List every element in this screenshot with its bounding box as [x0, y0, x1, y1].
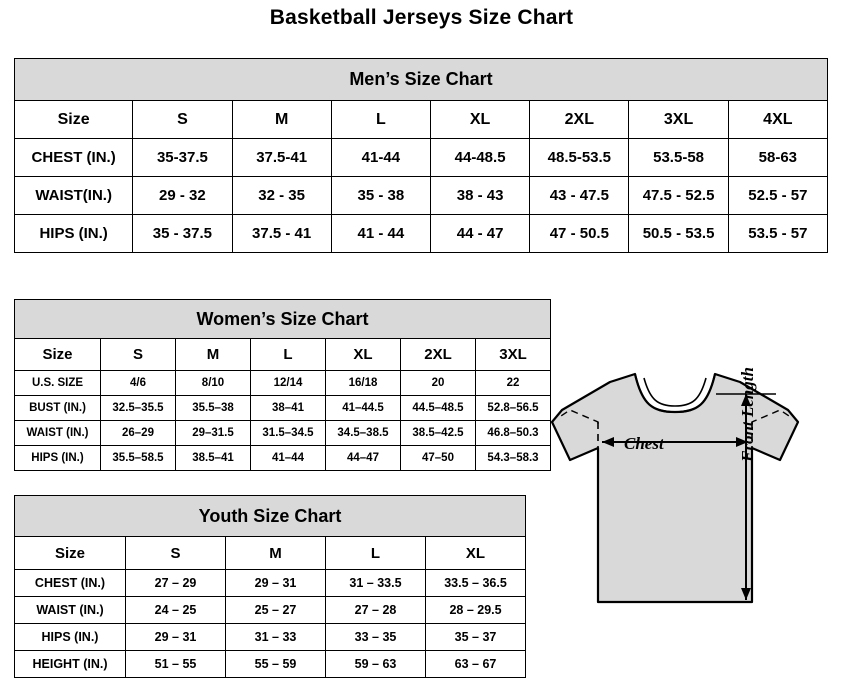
mens-hips-l: 41 - 44: [331, 215, 430, 253]
youth-chest-xl: 33.5 – 36.5: [426, 570, 526, 597]
youth-height-xl: 63 – 67: [426, 651, 526, 678]
womens-hips-2xl: 47–50: [401, 446, 476, 471]
youth-hips-m: 31 – 33: [226, 624, 326, 651]
mens-chest-2xl: 48.5-53.5: [530, 139, 629, 177]
mens-chest-l: 41-44: [331, 139, 430, 177]
youth-row-label-hips: HIPS (IN.): [15, 624, 126, 651]
mens-header-xl: XL: [430, 101, 529, 139]
youth-size-chart-table: [14, 495, 526, 678]
youth-hips-xl: 35 – 37: [426, 624, 526, 651]
womens-header-m: M: [176, 339, 251, 371]
womens-waist-l: 31.5–34.5: [251, 421, 326, 446]
youth-height-l: 59 – 63: [326, 651, 426, 678]
youth-header-xl: XL: [426, 537, 526, 570]
mens-waist-m: 32 - 35: [232, 177, 331, 215]
mens-header-l: L: [331, 101, 430, 139]
womens-hips-3xl: 54.3–58.3: [476, 446, 551, 471]
womens-us-size-l: 12/14: [251, 371, 326, 396]
womens-row-label-hips: HIPS (IN.): [15, 446, 101, 471]
womens-hips-xl: 44–47: [326, 446, 401, 471]
youth-header-l: L: [326, 537, 426, 570]
mens-hips-3xl: 50.5 - 53.5: [629, 215, 728, 253]
jersey-measurement-diagram: [540, 352, 840, 672]
mens-chest-xl: 44-48.5: [430, 139, 529, 177]
mens-chest-m: 37.5-41: [232, 139, 331, 177]
youth-waist-s: 24 – 25: [126, 597, 226, 624]
mens-header-3xl: 3XL: [629, 101, 728, 139]
womens-bust-xl: 41–44.5: [326, 396, 401, 421]
youth-header-s: S: [126, 537, 226, 570]
mens-hips-m: 37.5 - 41: [232, 215, 331, 253]
mens-header-m: M: [232, 101, 331, 139]
youth-size-chart-section: [14, 495, 525, 678]
page-title: Basketball Jerseys Size Chart: [269, 6, 574, 29]
table-row: [15, 624, 526, 651]
mens-hips-2xl: 47 - 50.5: [530, 215, 629, 253]
mens-header-s: S: [133, 101, 232, 139]
youth-hips-s: 29 – 31: [126, 624, 226, 651]
womens-waist-2xl: 38.5–42.5: [401, 421, 476, 446]
womens-waist-m: 29–31.5: [176, 421, 251, 446]
womens-us-size-m: 8/10: [176, 371, 251, 396]
womens-us-size-s: 4/6: [101, 371, 176, 396]
front-length-measure-label: Front Length: [738, 367, 757, 462]
youth-height-m: 55 – 59: [226, 651, 326, 678]
mens-header-2xl: 2XL: [530, 101, 629, 139]
womens-header-xl: XL: [326, 339, 401, 371]
table-row: [15, 421, 551, 446]
womens-bust-m: 35.5–38: [176, 396, 251, 421]
mens-row-label-waist: WAIST(IN.): [15, 177, 133, 215]
youth-row-label-height: HEIGHT (IN.): [15, 651, 126, 678]
mens-size-chart-section: [14, 58, 828, 253]
table-row: [15, 651, 526, 678]
womens-header-l: L: [251, 339, 326, 371]
womens-header-s: S: [101, 339, 176, 371]
table-row: [15, 446, 551, 471]
table-row: [15, 371, 551, 396]
chest-measure-label: Chest: [624, 434, 664, 453]
womens-size-chart-table: [14, 299, 551, 471]
womens-waist-xl: 34.5–38.5: [326, 421, 401, 446]
youth-chest-m: 29 – 31: [226, 570, 326, 597]
mens-header-size: Size: [15, 101, 133, 139]
table-row: [15, 139, 828, 177]
youth-height-s: 51 – 55: [126, 651, 226, 678]
womens-hips-s: 35.5–58.5: [101, 446, 176, 471]
womens-waist-3xl: 46.8–50.3: [476, 421, 551, 446]
table-row: [15, 215, 828, 253]
youth-row-label-chest: CHEST (IN.): [15, 570, 126, 597]
jersey-outline-icon: [540, 352, 840, 672]
womens-us-size-2xl: 20: [401, 371, 476, 396]
womens-us-size-3xl: 22: [476, 371, 551, 396]
womens-size-chart-section: [14, 299, 550, 471]
womens-bust-s: 32.5–35.5: [101, 396, 176, 421]
womens-us-size-xl: 16/18: [326, 371, 401, 396]
youth-row-label-waist: WAIST (IN.): [15, 597, 126, 624]
womens-header-2xl: 2XL: [401, 339, 476, 371]
youth-waist-l: 27 – 28: [326, 597, 426, 624]
mens-header-4xl: 4XL: [728, 101, 827, 139]
youth-header-size: Size: [15, 537, 126, 570]
mens-row-label-chest: CHEST (IN.): [15, 139, 133, 177]
youth-chart-caption: Youth Size Chart: [15, 496, 526, 537]
womens-row-label-us-size: U.S. SIZE: [15, 371, 101, 396]
womens-row-label-waist: WAIST (IN.): [15, 421, 101, 446]
mens-chest-s: 35-37.5: [133, 139, 232, 177]
womens-bust-3xl: 52.8–56.5: [476, 396, 551, 421]
mens-hips-4xl: 53.5 - 57: [728, 215, 827, 253]
womens-header-3xl: 3XL: [476, 339, 551, 371]
womens-chart-caption: Women’s Size Chart: [15, 300, 551, 339]
mens-waist-s: 29 - 32: [133, 177, 232, 215]
youth-waist-m: 25 – 27: [226, 597, 326, 624]
mens-chest-4xl: 58-63: [728, 139, 827, 177]
womens-bust-2xl: 44.5–48.5: [401, 396, 476, 421]
table-row: [15, 177, 828, 215]
youth-hips-l: 33 – 35: [326, 624, 426, 651]
womens-hips-m: 38.5–41: [176, 446, 251, 471]
womens-bust-l: 38–41: [251, 396, 326, 421]
table-row: [15, 597, 526, 624]
mens-chart-caption: Men’s Size Chart: [15, 59, 828, 101]
womens-hips-l: 41–44: [251, 446, 326, 471]
mens-waist-3xl: 47.5 - 52.5: [629, 177, 728, 215]
mens-size-chart-table: [14, 58, 828, 253]
womens-row-label-bust: BUST (IN.): [15, 396, 101, 421]
youth-chest-l: 31 – 33.5: [326, 570, 426, 597]
mens-chest-3xl: 53.5-58: [629, 139, 728, 177]
mens-waist-xl: 38 - 43: [430, 177, 529, 215]
mens-waist-2xl: 43 - 47.5: [530, 177, 629, 215]
mens-hips-s: 35 - 37.5: [133, 215, 232, 253]
womens-header-size: Size: [15, 339, 101, 371]
table-row: [15, 396, 551, 421]
womens-waist-s: 26–29: [101, 421, 176, 446]
youth-waist-xl: 28 – 29.5: [426, 597, 526, 624]
table-row: [15, 570, 526, 597]
mens-waist-4xl: 52.5 - 57: [728, 177, 827, 215]
youth-chest-s: 27 – 29: [126, 570, 226, 597]
mens-hips-xl: 44 - 47: [430, 215, 529, 253]
youth-header-m: M: [226, 537, 326, 570]
mens-waist-l: 35 - 38: [331, 177, 430, 215]
mens-row-label-hips: HIPS (IN.): [15, 215, 133, 253]
